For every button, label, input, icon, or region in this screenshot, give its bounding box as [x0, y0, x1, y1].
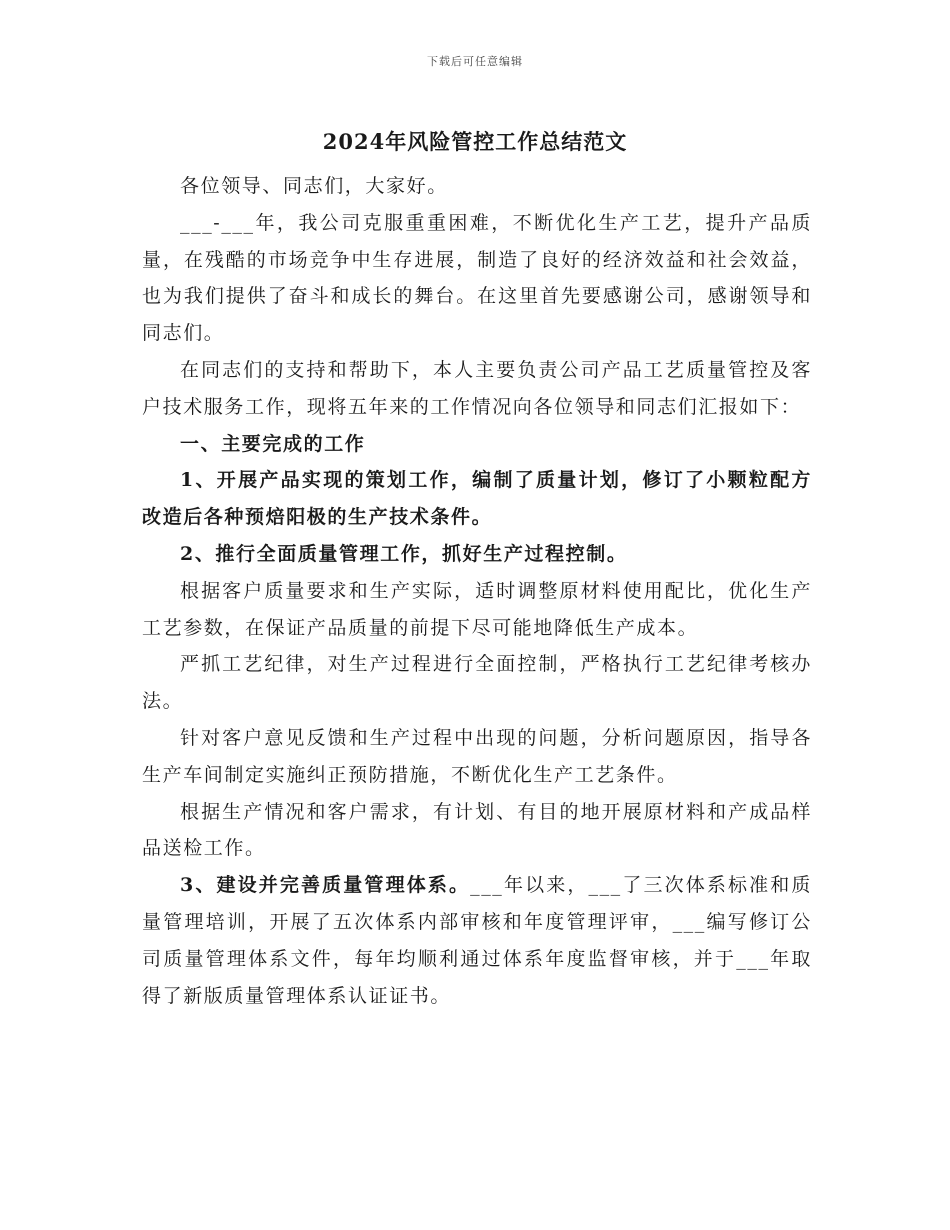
item-3-heading: 3、建设并完善质量管理体系。 [180, 874, 471, 897]
paragraph-materials: 根据客户质量要求和生产实际，适时调整原材料使用配比，优化生产工艺参数，在保证产品质量的前提下尽可能地降低生产成本。 [142, 579, 812, 639]
document-body [142, 168, 812, 1014]
item-3-text: ___年以来，___了三次体系标准和质量管理培训，开展了五次体系内部审核和年度管理评审，___编写修订公司质量管理体系文件，每年均顺利通过体系年度监督审核，并于___年取得了新版质量管理体系认证证书。 [142, 874, 812, 1007]
paragraph-feedback: 针对客户意见反馈和生产过程中出现的问题，分析问题原因，指导各生产车间制定实施纠正预防措施，不断优化生产工艺条件。 [142, 726, 812, 786]
paragraph-discipline: 严抓工艺纪律，对生产过程进行全面控制，严格执行工艺纪律考核办法。 [142, 653, 812, 713]
document-title: 2024年风险管控工作总结范文 [322, 129, 628, 154]
paragraph-inspection: 根据生产情况和客户需求，有计划、有目的地开展原材料和产成品样品送检工作。 [142, 800, 812, 860]
paragraph-quality-system [142, 867, 812, 1014]
item-1-heading: 1、开展产品实现的策划工作，编制了质量计划，修订了小颗粒配方改造后各种预焙阳极的生产技术条件。 [142, 469, 812, 529]
paragraph-intro: ___-___年，我公司克服重重困难，不断优化生产工艺，提升产品质量，在残酷的市场竞争中生存进展，制造了良好的经济效益和社会效益，也为我们提供了奋斗和成长的舞台。在这里首先要感谢公司，感谢领导和同志们。 [142, 211, 812, 345]
item-2-heading: 2、推行全面质量管理工作，抓好生产过程控制。 [180, 542, 628, 565]
paragraph-greeting: 各位领导、同志们，大家好。 [180, 175, 448, 197]
paragraph-responsibility: 在同志们的支持和帮助下，本人主要负责公司产品工艺质量管控及客户技术服务工作，现将五年来的工作情况向各位领导和同志们汇报如下： [142, 358, 812, 418]
page-header: 下载后可任意编辑 [427, 55, 523, 68]
section-heading: 一、主要完成的工作 [180, 432, 366, 455]
